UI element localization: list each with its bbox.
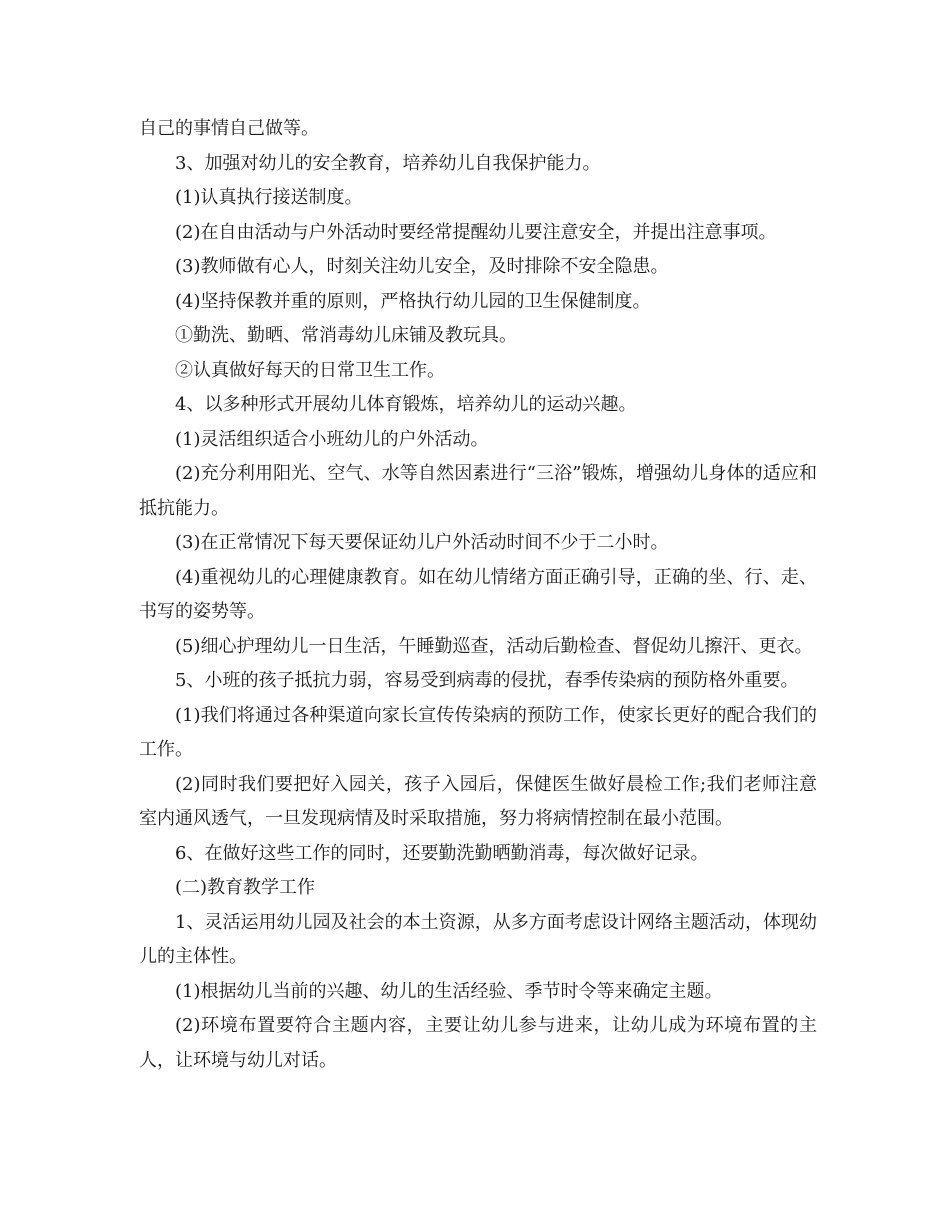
paragraph-item: (3)在正常情况下每天要保证幼儿户外活动时间不少于二小时。 — [175, 532, 669, 553]
paragraph-item: (1)认真执行接送制度。 — [175, 187, 363, 208]
paragraph-item: (5)细心护理幼儿一日生活，午睡勤巡查，活动后勤检查、督促幼儿擦汗、更衣。 — [175, 635, 813, 657]
paragraph-item: (4)坚持保教并重的原则，严格执行幼儿园的卫生保健制度。 — [175, 290, 651, 312]
document-body — [139, 112, 817, 1078]
paragraph-item: (2)在自由活动与户外活动时要经常提醒幼儿要注意安全，并提出注意事项。 — [175, 221, 777, 243]
section-heading-teaching: (二)教育教学工作 — [175, 877, 316, 898]
paragraph-subitem: ②认真做好每天的日常卫生工作。 — [175, 359, 445, 381]
paragraph-continuation: 自己的事情自己做等。 — [139, 118, 319, 139]
paragraph-subitem: ①勤洗、勤晒、常消毒幼儿床铺及教玩具。 — [175, 325, 517, 346]
paragraph-physical-exercise: 4、以多种形式开展幼儿体育锻炼，培养幼儿的运动兴趣。 — [175, 394, 637, 415]
paragraph-item: (2)充分利用阳光、空气、水等自然因素进行“三浴”锻炼，增强幼儿身体的适应和抵抗能力。 — [139, 463, 817, 519]
paragraph-disease-prevention: 5、小班的孩子抵抗力弱，容易受到病毒的侵扰，春季传染病的预防格外重要。 — [175, 670, 799, 691]
paragraph-item: (1)我们将通过各种渠道向家长宣传传染病的预防工作，使家长更好的配合我们的工作。 — [139, 704, 817, 760]
paragraph-safety-education: 3、加强对幼儿的安全教育，培养幼儿自我保护能力。 — [175, 152, 601, 174]
paragraph-hygiene: 6、在做好这些工作的同时，还要勤洗勤晒勤消毒，每次做好记录。 — [175, 842, 709, 864]
paragraph-local-resources: 1、灵活运用幼儿园及社会的本土资源，从多方面考虑设计网络主题活动，体现幼儿的主体性。 — [139, 911, 817, 967]
paragraph-item: (3)教师做有心人，时刻关注幼儿安全，及时排除不安全隐患。 — [175, 256, 669, 277]
paragraph-item: (2)同时我们要把好入园关，孩子入园后，保健医生做好晨检工作;我们老师注意室内通风透气，一旦发现病情及时采取措施，努力将病情控制在最小范围。 — [139, 773, 817, 829]
paragraph-item: (1)灵活组织适合小班幼儿的户外活动。 — [175, 428, 489, 450]
paragraph-item: (2)环境布置要符合主题内容，主要让幼儿参与进来，让幼儿成为环境布置的主人，让环境与幼儿对话。 — [139, 1015, 817, 1071]
paragraph-item: (1)根据幼儿当前的兴趣、幼儿的生活经验、季节时令等来确定主题。 — [175, 980, 723, 1002]
paragraph-item: (4)重视幼儿的心理健康教育。如在幼儿情绪方面正确引导，正确的坐、行、走、书写的姿势等。 — [139, 566, 817, 622]
